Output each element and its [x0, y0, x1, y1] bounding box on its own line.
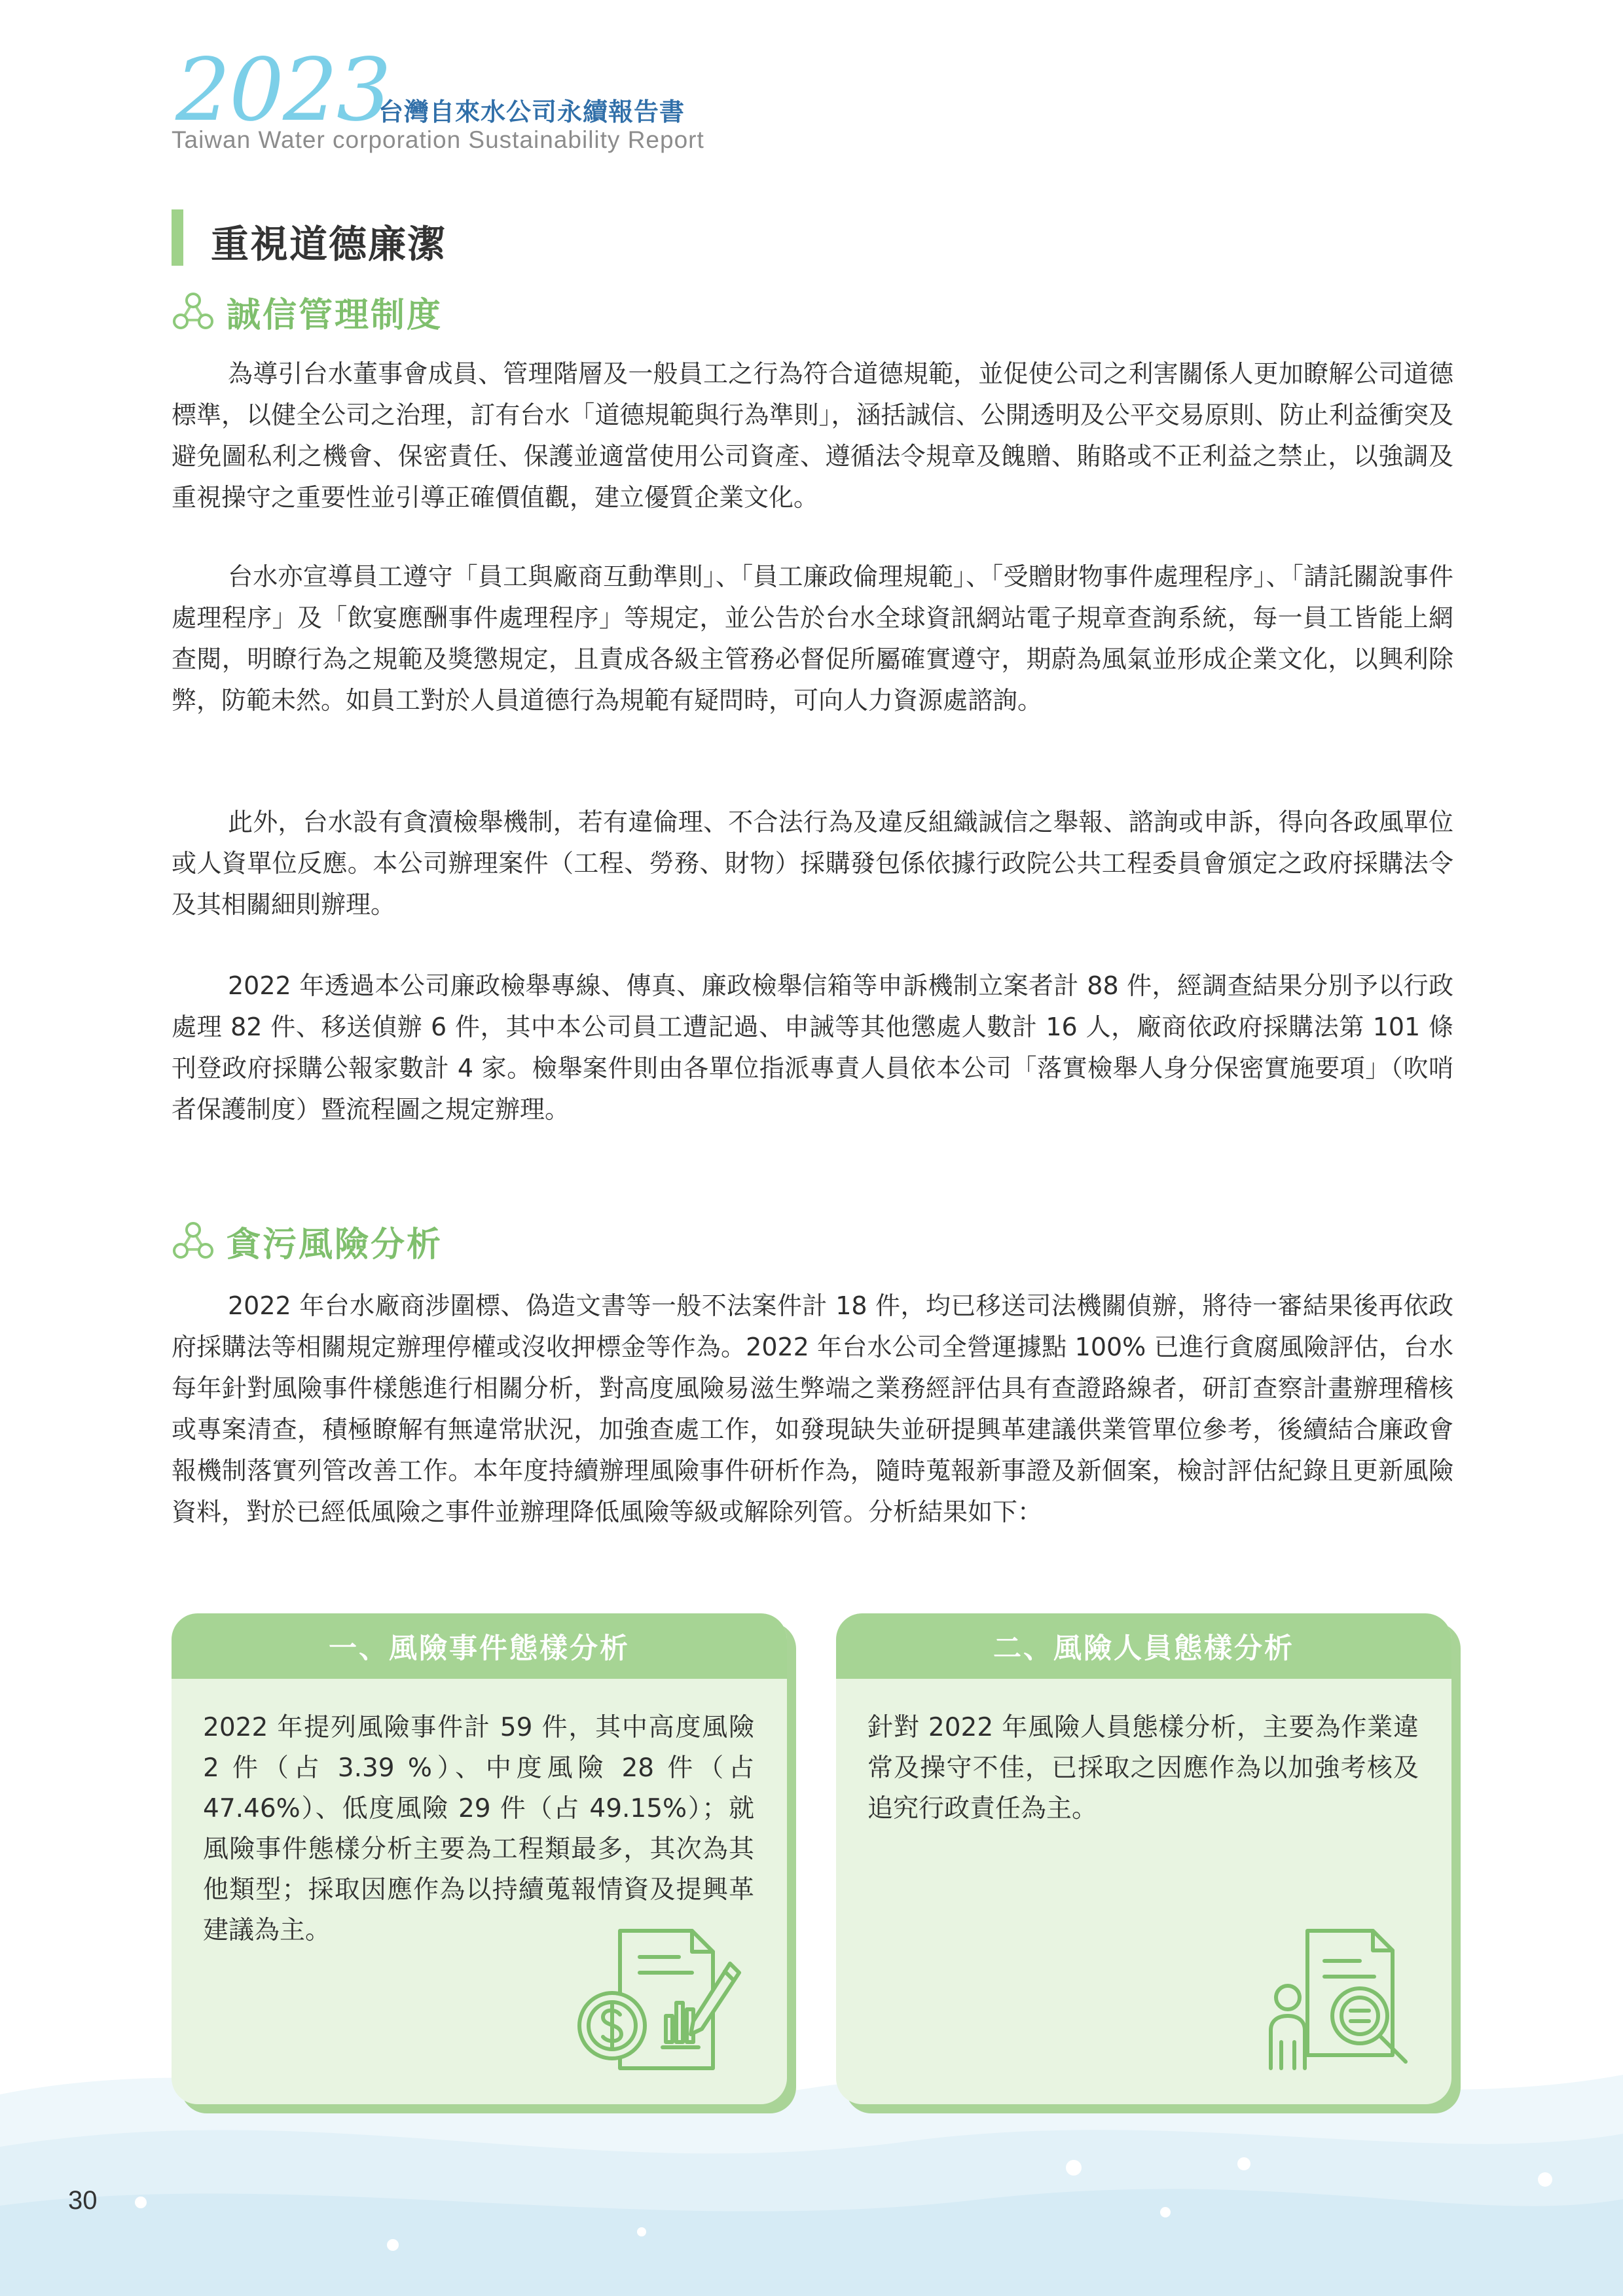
molecule-icon — [172, 290, 215, 333]
report-year: 2023 — [175, 40, 390, 141]
integrity-paragraph-2: 台水亦宣導員工遵守「員工與廠商互動準則」、「員工廉政倫理規範」、「受贈財物事件處理程序」、「請託關說事件處理程序」及「飲宴應酬事件處理程序」等規定，並公告於台水全球資訊網站電子規章查詢系統，每一員工皆能上網查閱，明瞭行為之規範及獎懲規定，且責成各級主管務必督促所屬確實遵守，期蔚為風氣並形成企業文化，以興利除弊，防範未然。如員工對於人員道德行為規範有疑問時，可向人力資源處諮詢。 — [172, 562, 1453, 715]
risk-personnel-card-body: 針對 2022 年風險人員態樣分析，主要為作業違常及操守不佳，已採取之因應作為以加強考核及追究行政責任為主。 — [867, 1713, 1419, 1823]
risk-event-card-body: 2022 年提列風險事件計 59 件，其中高度風險 2 件（占 3.39 %）、中度風險 28 件（占 47.46%）、低度風險 29 件（占 49.15%）；就風險事件態樣分析主要為工程類最多，其次為其他類型；採取因應作為以持續蒐報情資及提興革建議為主。 — [203, 1713, 754, 1945]
report-title: 台灣自來水公司永續報告書 — [378, 98, 685, 126]
risk-personnel-card — [836, 1613, 1451, 2104]
risk-event-card — [172, 1613, 787, 2104]
section-title: 重視道德廉潔 — [211, 222, 447, 266]
risk-heading-text: 貪污風險分析 — [227, 1225, 443, 1265]
financial-report-icon — [568, 1918, 744, 2081]
risk-paragraph: 2022 年台水廠商涉圍標、偽造文書等一般不法案件計 18 件，均已移送司法機關偵辦，將待一審結果後再依政府採購法等相關規定辦理停權或沒收押標金等作為。2022 年台水公司全營運據點 100% 已進行貪腐風險評估，台水每年針對風險事件樣態進行相關分析，對高度風險易滋生弊端之業務經評估具有查證路線者，研訂查察計畫辦理稽核或專案清查，積極瞭解有無違常狀況，加強查處工作，如發現缺失並研提興革建議供業管單位參考，後續結合廉政會報機制落實列管改善工作。本年度持續辦理風險事件研析作為，隨時蒐報新事證及新個案，檢討評估紀錄且更新風險資料，對於已經低風險之事件並辦理降低風險等級或解除列管。分析結果如下： — [172, 1291, 1453, 1526]
integrity-paragraph-1: 為導引台水董事會成員、管理階層及一般員工之行為符合道德規範，並促使公司之利害關係人更加瞭解公司道德標準，以健全公司之治理，訂有台水「道德規範與行為準則」，涵括誠信、公開透明及公平交易原則、防止利益衝突及避免圖私利之機會、保密責任、保護並適當使用公司資產、遵循法令規章及餽贈、賄賂或不正利益之禁止，以強調及重視操守之重要性並引導正確價值觀，建立優質企業文化。 — [172, 359, 1453, 512]
risk-personnel-card-title: 二、風險人員態樣分析 — [836, 1613, 1451, 1679]
page-number: 30 — [68, 2186, 98, 2215]
integrity-heading — [172, 288, 443, 335]
section-marker — [172, 209, 183, 266]
integrity-paragraph-3: 此外，台水設有貪瀆檢舉機制，若有違倫理、不合法行為及違反組織誠信之舉報、諮詢或申訴，得向各政風單位或人資單位反應。本公司辦理案件（工程、勞務、財物）採購發包係依據行政院公共工程委員會頒定之政府採購法令及其相關細則辦理。 — [172, 808, 1453, 919]
report-subtitle: Taiwan Water corporation Sustainability Report — [172, 126, 704, 153]
integrity-paragraph-4: 2022 年透過本公司廉政檢舉專線、傳真、廉政檢舉信箱等申訴機制立案者計 88 件，經調查結果分別予以行政處理 82 件、移送偵辦 6 件，其中本公司員工遭記過、申誡等其他懲處人數計 16 人，廠商依政府採購法第 101 條刊登政府採購公報家數計 4 家。檢舉案件則由各單位指派專責人員依本公司「落實檢舉人身分保密實施要項」（吹哨者保護制度）暨流程圖之規定辦理。 — [172, 971, 1453, 1124]
risk-heading — [172, 1217, 443, 1265]
person-document-search-icon — [1262, 1924, 1425, 2081]
risk-event-card-title: 一、風險事件態樣分析 — [172, 1613, 787, 1679]
molecule-icon — [172, 1219, 215, 1263]
integrity-heading-text: 誠信管理制度 — [227, 295, 443, 335]
